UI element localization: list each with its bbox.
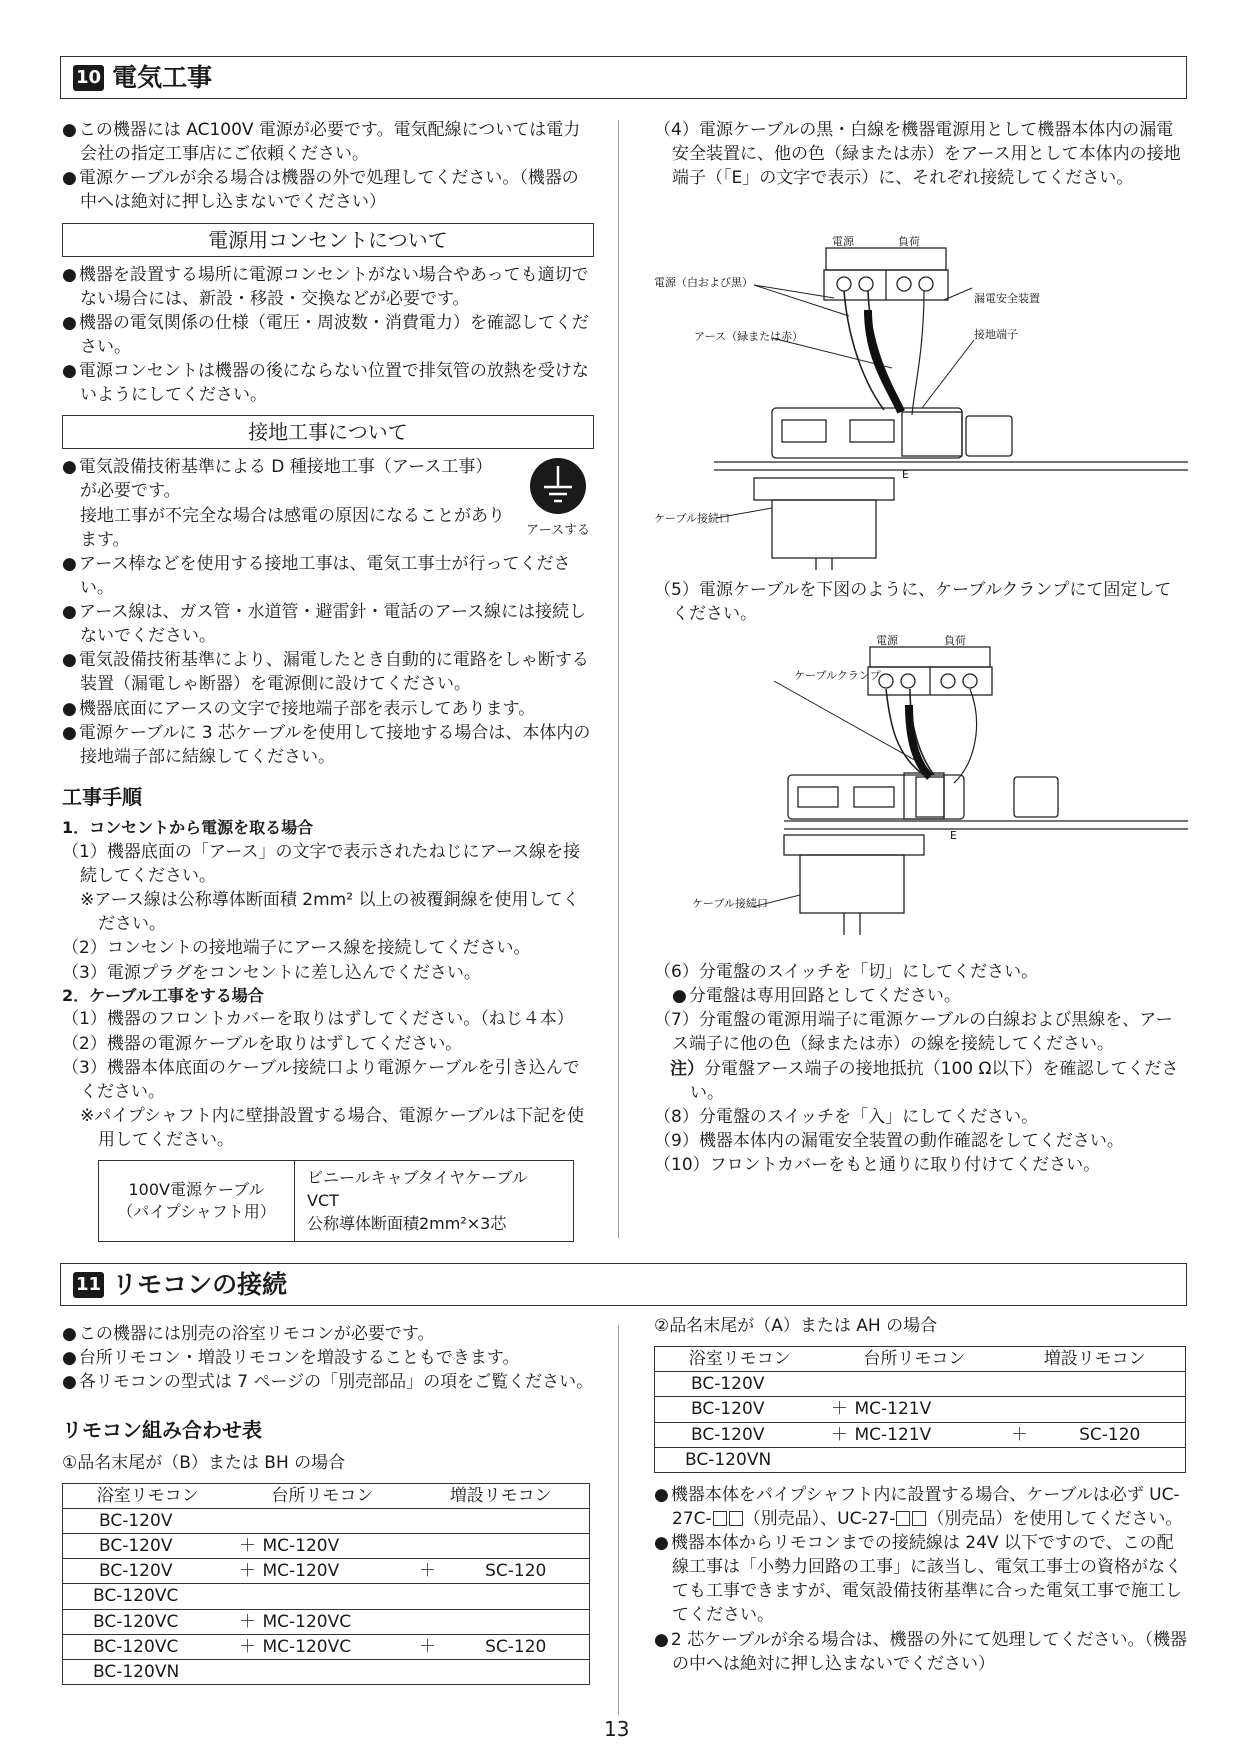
combo-table-heading: リモコン組み合わせ表: [62, 1418, 262, 1443]
header-kitchen: 台所リモコン: [233, 1483, 413, 1508]
diagram2-label-power: 電源: [876, 634, 898, 647]
diagram2-label-load: 負荷: [944, 634, 966, 647]
remote-intro: ● 台所リモコン・増設リモコンを増設することもできます。: [62, 1346, 594, 1370]
step-1-note: ※アース線は公称導体断面積 2mm² 以上の被覆銅線を使用してください。: [80, 890, 580, 935]
cable-use-line: 100V電源ケーブル: [128, 1179, 265, 1199]
plus-sign: ＋: [413, 1634, 443, 1659]
section-number: 10: [73, 65, 104, 91]
remote-note: ● 2 芯ケーブルが余る場合は、機器の外にて処理してください。（機器の中へは絶対に押し込まないでください）: [654, 1628, 1188, 1676]
blank-box: [713, 1511, 727, 1526]
step-2-a: （1）機器のフロントカバーを取りはずしてください。（ねじ４本）: [62, 1009, 574, 1030]
table-row: [63, 1559, 590, 1584]
step-2-c: （3）機器本体底面のケーブル接続口より電源ケーブルを引き込んでください。: [62, 1057, 580, 1102]
table-row: [63, 1634, 590, 1659]
blank-box: [912, 1511, 926, 1526]
step-2-title: 2．ケーブル工事をする場合: [62, 985, 264, 1005]
remote-note: ● 機器本体からリモコンまでの接続線は 24V 以下ですので、この配線工事は「小勢力回路の工事」に該当し、電気工事士の資格がなくても工事できますが、電気設備技術基準に合った電気工事で施工してください。: [654, 1531, 1188, 1628]
header-bath: 浴室リモコン: [655, 1347, 825, 1372]
table-row: [655, 1372, 1186, 1397]
table-row: [655, 1447, 1186, 1472]
procedure-heading: 工事手順: [62, 784, 142, 809]
note-label: 注）: [670, 1058, 704, 1079]
outlet-heading: 電源用コンセントについて: [62, 223, 594, 257]
table-row: [655, 1397, 1186, 1422]
intro-item: ● 電源ケーブルが余る場合は機器の外で処理してください。（機器の中へは絶対に押し込まないでください）: [62, 166, 594, 214]
outlet-item: ● 機器の電気関係の仕様（電圧・周波数・消費電力）を確認してください。: [62, 311, 594, 359]
outlet-item: ● 機器を設置する場所に電源コンセントがない場合やあっても適切でない場合には、新設・移設・交換などが必要です。: [62, 263, 594, 311]
earth-caption: アースする: [526, 523, 590, 539]
plus-sign: ＋: [233, 1634, 263, 1659]
wiring-diagram-1: [654, 235, 1188, 570]
section-10-left-column: [62, 118, 594, 1242]
diagram1-label-earth-wire: アース（緑または赤）: [694, 330, 804, 343]
diagram2-label-clamp: ケーブルクランプ: [794, 669, 881, 682]
header-kitchen: 台所リモコン: [825, 1347, 1005, 1372]
plus-sign: ＋: [233, 1609, 263, 1634]
step-6: （6）分電盤のスイッチを「切」にしてください。: [654, 962, 1039, 982]
cell-extra: SC-120: [443, 1634, 590, 1659]
grounding-item: ● 機器底面にアースの文字で接地端子部を表示してあります。: [62, 697, 594, 721]
plus-sign: ＋: [233, 1559, 263, 1584]
cell-bath: BC-120VC: [63, 1584, 233, 1609]
intro-item: ● この機器には AC100V 電源が必要です。電気配線については電力会社の指定工事店にご依頼ください。: [62, 118, 594, 166]
cell-bath: BC-120VN: [63, 1659, 233, 1684]
step-1-a: （1）機器底面の「アース」の文字で表示されたねじにアース線を接続してください。: [62, 841, 581, 887]
diagram1-label-power-wires: 電源（白および黒）: [654, 276, 753, 289]
remote-intro: ● 各リモコンの型式は 7 ページの「別売部品」の項をご覧ください。: [62, 1370, 594, 1394]
ground-icon: [529, 457, 587, 515]
note-text-b: （別売品）、UC-27-: [743, 1508, 896, 1529]
cell-extra: SC-120: [1035, 1422, 1186, 1447]
table-row: [63, 1509, 590, 1534]
diagram1-label-cable-port: ケーブル接続口: [654, 512, 731, 525]
table-row: [63, 1659, 590, 1684]
section-title: 電気工事: [112, 62, 213, 92]
cell-kitchen: MC-120VC: [263, 1609, 413, 1634]
step-6-bullet: ● 分電盤は専用回路としてください。: [672, 984, 1188, 1008]
plus-sign: ＋: [233, 1534, 263, 1559]
step-10: （10）フロントカバーをもと通りに取り付けてください。: [654, 1155, 1101, 1175]
step-8: （8）分電盤のスイッチを「入」にしてください。: [654, 1106, 1039, 1127]
section-11-right-column: [654, 1314, 1188, 1676]
step-4: （4）電源ケーブルの黒・白線を機器電源用として機器本体内の漏電安全装置に、他の色（緑または赤）をアース用として本体内の接地端子（「E」の文字で表示）に、それぞれ接続してください。: [654, 120, 1181, 189]
power-cable-table: [98, 1160, 574, 1242]
step-5-block: [654, 578, 1188, 626]
section-11-header: [60, 1263, 1187, 1306]
cell-kitchen: MC-120V: [263, 1559, 413, 1584]
cable-spec-line: 公称導体断面積2mm²×3芯: [307, 1213, 507, 1233]
grounding-item: ● 電気設備技術基準により、漏電したとき自動的に電路をしゃ断する装置（漏電しゃ断器）を電源側に設けてください。: [62, 648, 594, 696]
cell-bath: BC-120V: [63, 1559, 233, 1584]
step-5: （5）電源ケーブルを下図のように、ケーブルクランプにて固定してください。: [654, 580, 1172, 625]
table-row: [63, 1584, 590, 1609]
grounding-item-cont: 接地工事が不完全な場合は感電の原因になることがあります。: [80, 505, 505, 550]
cable-spec-line: VCT: [307, 1190, 339, 1210]
grounding-item: ● 電気設備技術基準による D 種接地工事（アース工事）が必要です。: [62, 455, 507, 503]
cable-spec-cell: [295, 1161, 574, 1242]
combo-table-1: [62, 1483, 590, 1685]
step-1-title: 1．コンセントから電源を取る場合: [62, 818, 314, 838]
plus-sign: ＋: [825, 1422, 855, 1447]
plus-sign: ＋: [1005, 1422, 1035, 1447]
table-row: [655, 1422, 1186, 1447]
cell-extra: SC-120: [443, 1559, 590, 1584]
diagram1-label-breaker: 漏電安全装置: [974, 292, 1040, 305]
diagram1-label-power: 電源: [832, 235, 854, 248]
header-extra: 増設リモコン: [413, 1483, 590, 1508]
wiring-diagram-2: [654, 634, 1188, 955]
note-text-a: 機器本体をパイプシャフト内に設置する場合、ケーブルは必ず UC-27C-: [670, 1484, 1180, 1529]
note-text: 分電盤アース端子の接地抵抗（100 Ω以下）を確認してください。: [690, 1058, 1179, 1103]
column-divider: [618, 120, 619, 1238]
table-1-caption: ①品名末尾が（B）または BH の場合: [62, 1452, 346, 1473]
grounding-first-item: [62, 455, 594, 552]
section-title: リモコンの接続: [112, 1269, 288, 1299]
table-2-caption: ②品名末尾が（A）または AH の場合: [654, 1316, 938, 1336]
table-row: [63, 1609, 590, 1634]
earth-symbol: [520, 457, 596, 541]
grounding-item: ● アース棒などを使用する接地工事は、電気工事士が行ってください。: [62, 552, 594, 600]
page-number: 13: [604, 1717, 630, 1741]
step-2-note: ※パイプシャフト内に壁掛設置する場合、電源ケーブルは下記を使用してください。: [80, 1105, 585, 1151]
grounding-item: ● 電源ケーブルに 3 芯ケーブルを使用して接地する場合は、本体内の接地端子部に結線してください。: [62, 721, 594, 769]
cell-bath: BC-120VC: [63, 1609, 233, 1634]
step-9: （9）機器本体内の漏電安全装置の動作確認をしてください。: [654, 1130, 1124, 1151]
diagram1-label-ground-terminal: 接地端子: [974, 328, 1018, 341]
step-2-b: （2）機器の電源ケーブルを取りはずしてください。: [62, 1033, 463, 1054]
section-11-left-column: [62, 1322, 594, 1685]
cell-bath: BC-120VN: [655, 1447, 825, 1472]
diagram2-label-cable-port: ケーブル接続口: [692, 897, 769, 910]
header-bath: 浴室リモコン: [63, 1483, 233, 1508]
remote-intro: ● この機器には別売の浴室リモコンが必要です。: [62, 1322, 594, 1346]
cell-kitchen: MC-120V: [263, 1534, 413, 1559]
diagram2-label-e: E: [950, 829, 957, 842]
section-10-right-column: [654, 118, 1188, 190]
cable-use-cell: [99, 1161, 295, 1242]
section-number: 11: [73, 1272, 104, 1298]
cell-kitchen: MC-121V: [855, 1397, 1005, 1422]
step-7: （7）分電盤の電源用端子に電源ケーブルの白線および黒線を、アース端子に他の色（緑または赤）の線を接続してください。: [654, 1010, 1173, 1055]
steps-6-10: [654, 960, 1188, 1177]
header-extra: 増設リモコン: [1005, 1347, 1186, 1372]
plus-sign: ＋: [825, 1397, 855, 1422]
section-10-header: [60, 56, 1187, 99]
combo-table-2: [654, 1346, 1186, 1473]
plus-sign: ＋: [413, 1559, 443, 1584]
step-1-c: （3）電源プラグをコンセントに差し込んでください。: [62, 962, 481, 983]
grounding-item: ● アース線は、ガス管・水道管・避雷針・電話のアース線には接続しないでください。: [62, 600, 594, 648]
grounding-heading: 接地工事について: [62, 415, 594, 449]
step-1-b: （2）コンセントの接地端子にアース線を接続してください。: [62, 938, 531, 959]
note-text-c: （別売品）を使用してください。: [927, 1508, 1183, 1529]
cell-bath: BC-120V: [63, 1534, 233, 1559]
cell-bath: BC-120V: [63, 1509, 233, 1534]
cell-bath: BC-120V: [655, 1397, 825, 1422]
cell-kitchen: MC-121V: [855, 1422, 1005, 1447]
diagram1-label-load: 負荷: [898, 235, 920, 248]
blank-box: [896, 1511, 910, 1526]
cable-spec-line: ビニールキャブタイヤケーブル: [307, 1168, 528, 1188]
cell-bath: BC-120V: [655, 1372, 825, 1397]
cell-bath: BC-120VC: [63, 1634, 233, 1659]
remote-note-cable: [654, 1483, 1188, 1531]
column-divider: [618, 1325, 619, 1715]
step-7-note: [654, 1057, 1188, 1105]
cable-use-line: （パイプシャフト用）: [117, 1202, 276, 1222]
table-row: [63, 1534, 590, 1559]
cell-bath: BC-120V: [655, 1422, 825, 1447]
cell-kitchen: MC-120VC: [263, 1634, 413, 1659]
diagram1-label-e: E: [902, 468, 909, 481]
outlet-item: ● 電源コンセントは機器の後にならない位置で排気管の放熱を受けないようにしてください。: [62, 359, 594, 407]
blank-box: [729, 1511, 743, 1526]
